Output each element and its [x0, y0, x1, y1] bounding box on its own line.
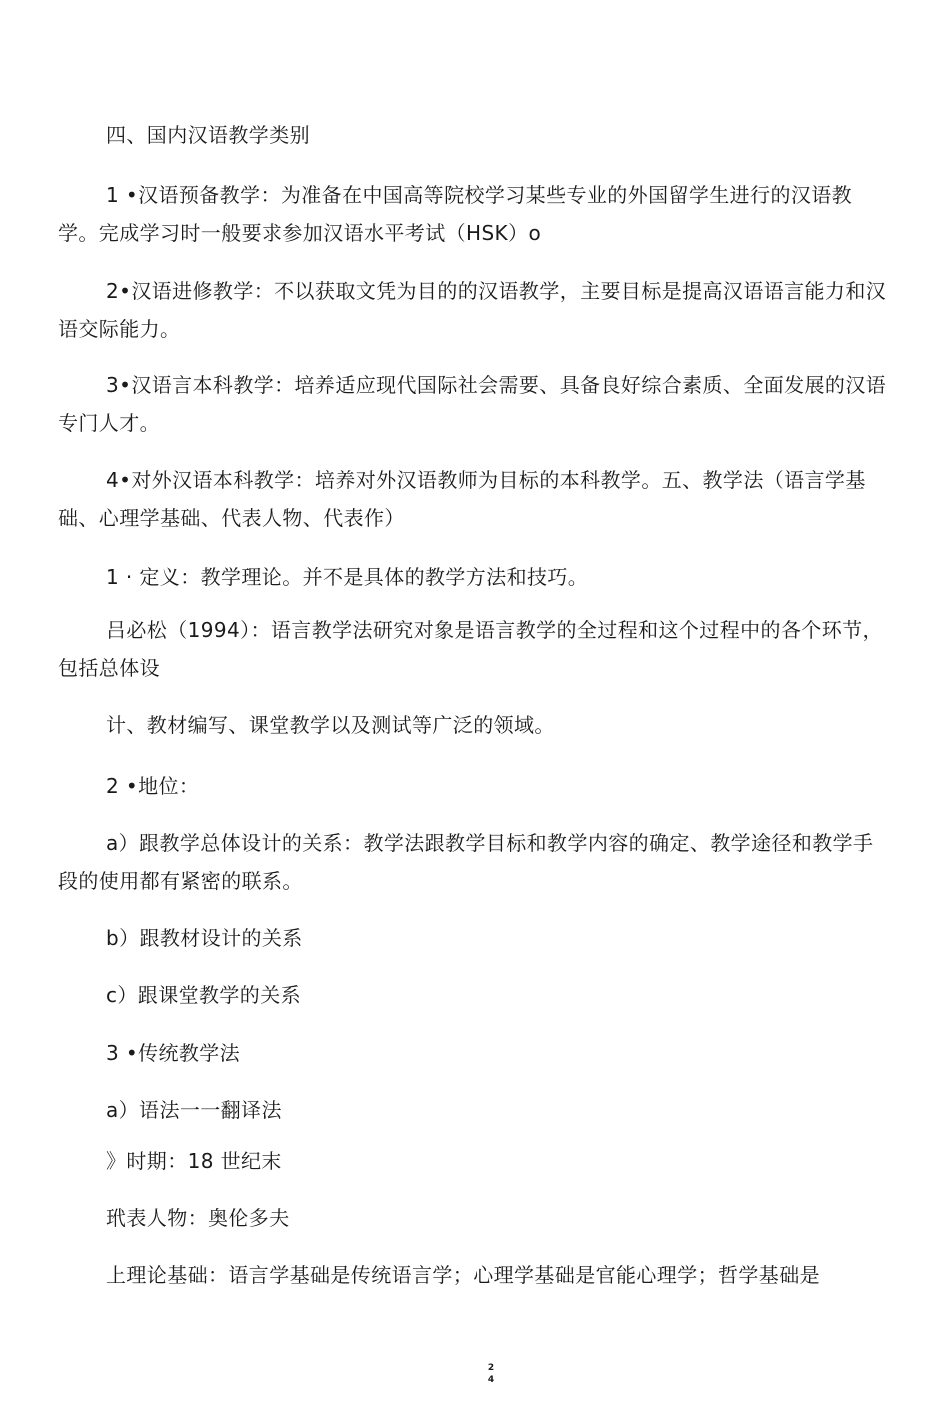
- paragraph: 吕必松（1994）：语言教学法研究对象是语言教学的全过程和这个过程中的各个环节，包括总体设: [58, 618, 883, 680]
- paragraph: 3 •传统教学法: [106, 1041, 241, 1065]
- paragraph: a）语法一一翻译法: [106, 1098, 282, 1122]
- paragraph: c）跟课堂教学的关系: [106, 983, 301, 1007]
- paragraph: 3•汉语言本科教学：培养适应现代国际社会需要、具备良好综合素质、全面发展的汉语专门人才。: [58, 373, 887, 435]
- paragraph: b）跟教材设计的关系: [106, 926, 303, 950]
- section-heading: 四、国内汉语教学类别: [106, 123, 310, 147]
- paragraph: 4•对外汉语本科教学：培养对外汉语教师为目标的本科教学。五、教学法（语言学基础、心理学基础、代表人物、代表作）: [58, 468, 866, 530]
- paragraph: 上理论基础：语言学基础是传统语言学；心理学基础是官能心理学；哲学基础是: [106, 1263, 820, 1287]
- paragraph: 》时期：18 世纪末: [106, 1149, 282, 1173]
- paragraph: 玳表人物：奥伦多夫: [106, 1206, 290, 1230]
- paragraph: 计、教材编写、课堂教学以及测试等广泛的领域。: [106, 713, 555, 737]
- paragraph: 1 •汉语预备教学：为准备在中国高等院校学习某些专业的外国留学生进行的汉语教学。完成学习时一般要求参加汉语水平考试（HSK）o: [58, 183, 853, 245]
- paragraph: 2 •地位：: [106, 774, 200, 798]
- paragraph: a）跟教学总体设计的关系：教学法跟教学目标和教学内容的确定、教学途径和教学手段的使用都有紧密的联系。: [58, 831, 874, 893]
- paragraph: 2•汉语进修教学：不以获取文凭为目的的汉语教学，主要目标是提高汉语语言能力和汉语交际能力。: [58, 279, 887, 341]
- page-number: 2 4: [487, 1363, 495, 1385]
- paragraph: 1 · 定义：教学理论。并不是具体的教学方法和技巧。: [106, 565, 589, 589]
